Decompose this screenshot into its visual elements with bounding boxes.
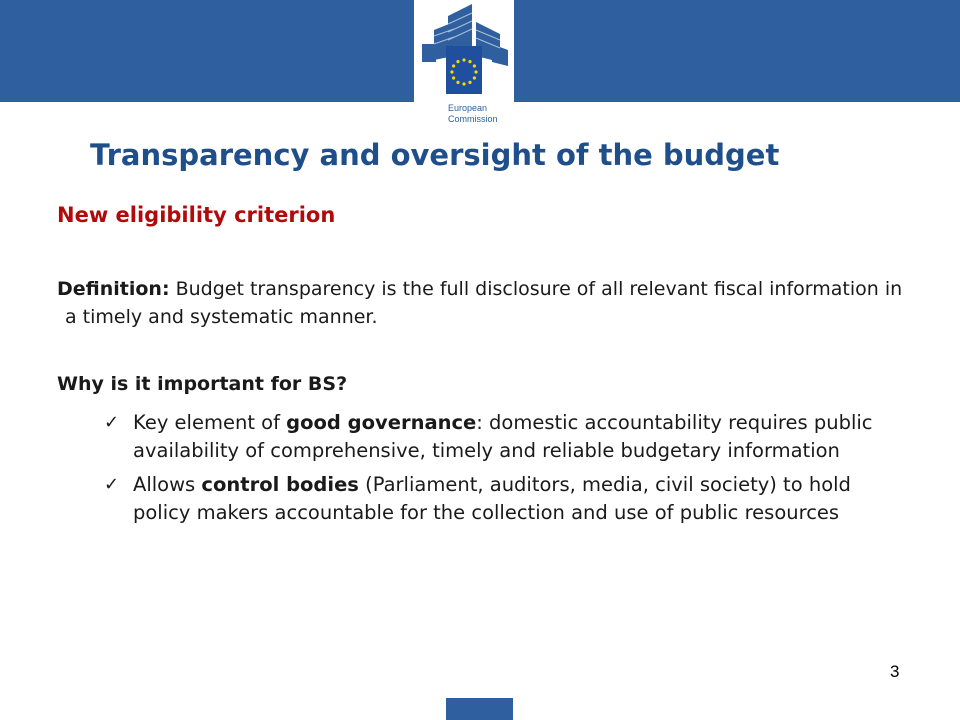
definition-paragraph (57, 275, 917, 331)
bullet-item (104, 471, 894, 527)
bullet-list (104, 409, 894, 533)
european-commission-logo (414, 0, 514, 133)
footer-band (446, 698, 513, 720)
logo-line-commission: Commission (448, 114, 498, 124)
checkmark-icon: ✓ (104, 412, 120, 433)
commission-building-icon (414, 0, 514, 102)
slide-subtitle: New eligibility criterion (57, 203, 336, 227)
page-number: 3 (890, 662, 900, 681)
checkmark-icon: ✓ (104, 474, 120, 495)
logo-text (448, 103, 498, 125)
definition-block (57, 275, 917, 331)
why-heading: Why is it important for BS? (57, 373, 348, 395)
slide-title: Transparency and oversight of the budget (90, 138, 780, 172)
bullet-text-post: : domestic accountability requires public availability of comprehensive, timely and reliable budgetary information (133, 411, 873, 462)
bullet-text-pre: Key element of (133, 411, 287, 434)
bullet-text-post: (Parliament, auditors, media, civil society) to hold policy makers accountable for the collection and use of public resources (133, 473, 851, 524)
bullet-item (104, 409, 894, 465)
eu-flag-icon (446, 46, 482, 94)
definition-text: Budget transparency is the full disclosure of all relevant fiscal information in a timely and systematic manner. (65, 278, 903, 328)
logo-line-european: European (448, 103, 488, 113)
bullet-text-pre: Allows (133, 473, 202, 496)
bullet-text-bold: control bodies (201, 473, 359, 496)
bullet-text-bold: good governance (286, 411, 477, 434)
definition-label: Definition: (57, 278, 170, 300)
